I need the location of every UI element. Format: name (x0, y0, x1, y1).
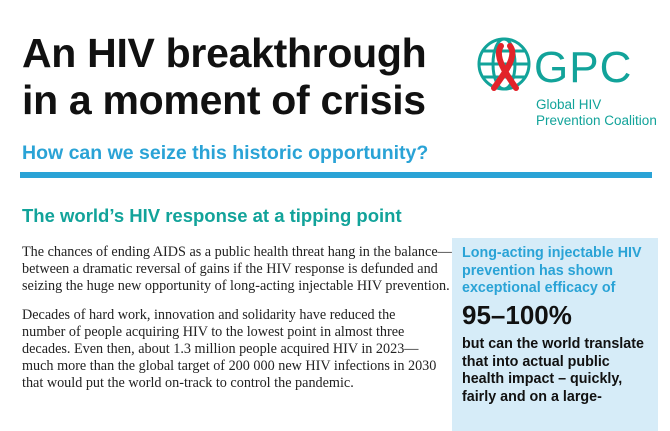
callout-followup-line: fairly and on a large- (462, 388, 602, 405)
callout-intro (462, 245, 642, 298)
paragraph-1 (22, 244, 452, 295)
section-heading: The world’s HIV response at a tipping point (22, 205, 402, 226)
callout-followup-line: but can the world translate (462, 336, 644, 352)
header-divider (20, 172, 652, 178)
page-title (22, 30, 462, 124)
paragraph-line: much more than the global target of 200 000 new HIV infections in 2030 (22, 358, 437, 374)
callout-followup-line: that into actual public (462, 353, 610, 370)
body-text (22, 244, 452, 404)
paragraph-line: decades. Even then, about 1.3 million people acquired HIV in 2023— (22, 341, 419, 357)
gpc-logo (474, 30, 664, 135)
efficacy-figure: 95–100% (462, 300, 572, 330)
page-subtitle: How can we seize this historic opportunity? (22, 142, 429, 164)
paragraph-line: between a dramatic reversal of gains if the HIV response is defunded and (22, 261, 438, 277)
org-line-1: Global HIV (536, 97, 602, 112)
paragraph-line: that would put the world on-track to control the pandemic. (22, 375, 354, 391)
title-line-1: An HIV breakthrough (22, 30, 427, 76)
callout-intro-line: exceptional efficacy of (462, 280, 616, 296)
paragraph-line: The chances of ending AIDS as a public health threat hang in the balance— (22, 244, 452, 260)
title-line-2: in a moment of crisis (22, 77, 426, 123)
globe-ribbon-icon (474, 34, 536, 104)
logo-org-name (536, 97, 657, 129)
paragraph-line: seizing the huge new opportunity of long-acting injectable HIV prevention. (22, 278, 450, 294)
efficacy-callout-box (452, 238, 658, 431)
paragraph-2 (22, 307, 440, 392)
callout-intro-line: prevention has shown (462, 262, 613, 279)
paragraph-line: number of people acquiring HIV to the lowest point in almost three (22, 324, 405, 340)
paragraph-line: Decades of hard work, innovation and solidarity have reduced the (22, 307, 396, 323)
callout-followup (462, 336, 644, 406)
callout-intro-line: Long-acting injectable HIV (462, 245, 642, 261)
logo-wordmark: GPC (534, 43, 633, 92)
org-line-2: Prevention Coalition (536, 113, 657, 128)
callout-followup-line: health impact – quickly, (462, 371, 623, 387)
